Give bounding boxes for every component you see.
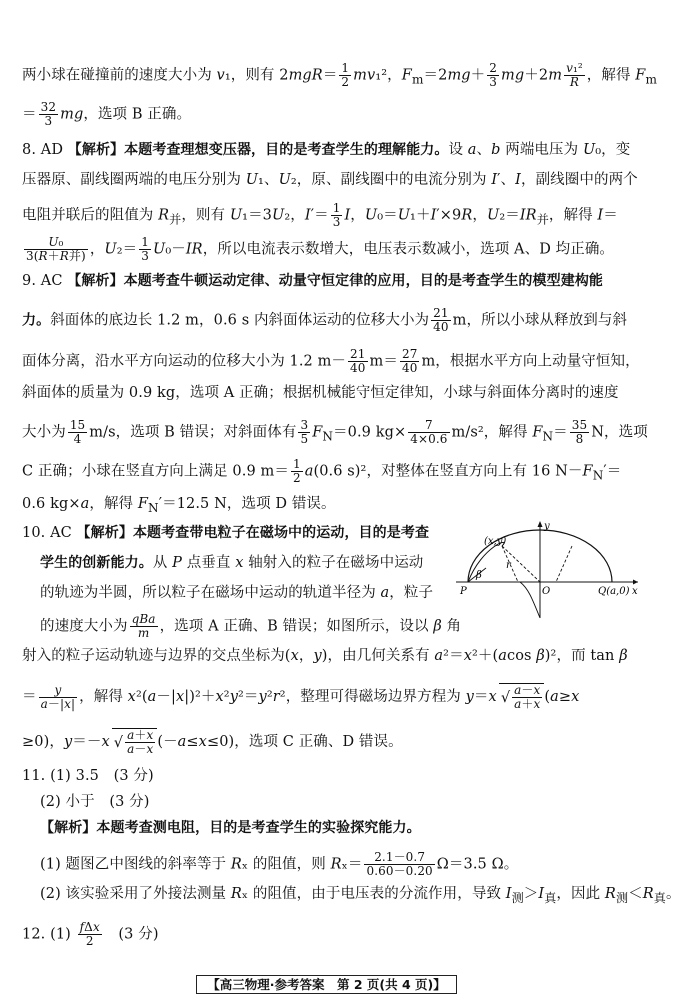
- boundary-line-right: [556, 546, 572, 582]
- text-line: (1) 题图乙中图线的斜率等于 Rₓ 的阻值，则 Rₓ＝ $\frac{2.1-0.7}{0.60-0.20}$ Ω＝3.5 Ω。: [40, 850, 519, 878]
- footer-text: 【高三物理·参考答案 第 2 页(共 4 页)】: [196, 975, 456, 994]
- text-line: (2) 小于 (3 分): [40, 794, 150, 810]
- answer-12-header: 12. (1) $\frac{\text{fΔx}}{2}$ (3 分): [22, 920, 159, 948]
- y-axis-arrow: [538, 521, 543, 527]
- answer-8-header: 8. AD 【解析】本题考查理想变压器，目的是考查学生的理解能力。设 a、b 两端电压为 U₀，变: [22, 142, 631, 158]
- trajectory-figure: [452, 518, 642, 620]
- text-line: 电阻并联后的阻值为 $R_并$，则有 U₁＝3U₂，I′＝ $\frac{1}{3}$ I，U₀＝U₁＋I′×9R，$U_2=IR_并$，解得 I＝: [22, 201, 618, 229]
- text-line: 的轨迹为半圆，所以粒子在磁场中运动的轨道半径为 a，粒子: [40, 585, 434, 601]
- text-line: $\frac{\text{U₀}}{\text{3(R＋R并)}}$ ，U₂＝ $\frac{1}{3}$ U₀－IR，所以电流表示数增大，电压表示数减小，选项 A、D 均正确。: [26, 235, 615, 263]
- text-line: 力。斜面体的底边长 1.2 m，0.6 s 内斜面体运动的位移大小为 $\frac{21}{40}$ m，所以小球从释放到与斜: [22, 306, 628, 334]
- text-line: 斜面体的质量为 0.9 kg，选项 A 正确；根据机械能守恒定律知，小球与斜面体分离时的速度: [22, 385, 619, 401]
- text-line: 压器原、副线圈两端的电压分别为 U₁、U₂，原、副线圈中的电流分别为 I′、I，副线圈中的两个: [22, 172, 638, 188]
- y-axis-label: y: [544, 521, 550, 532]
- text-line: 0.6 kg×a，解得 $F_N'=12.5$ N，选项 D 错误。: [22, 496, 336, 515]
- text-line: 大小为 $\frac{15}{4}$ m/s，选项 B 错误；对斜面体有 $\frac{3}{5}$ $F_N=0.9$ kg× $\frac{7}{4\times 0.6}$ m/s²，解得 $F_N=$ $\frac{35}{8}$ N，选项: [22, 418, 648, 446]
- answer-10-header: 10. AC 【解析】本题考查带电粒子在磁场中的运动，目的是考查: [22, 525, 430, 541]
- text-line: 的速度大小为 $\frac{\text{qBa}}{m}$ ，选项 A 正确、B 错误；如图所示，设以 β 角: [40, 612, 462, 640]
- point-p-label: P: [460, 586, 467, 597]
- text-line: 学生的创新能力。从 P 点垂直 x 轴射入的粒子在磁场中运动: [40, 555, 424, 571]
- text-line: ≥0)，y＝－x √ $\frac{a+x}{a-x}$ (－a≤x≤0)，选项 C 正确、D 错误。: [22, 728, 635, 756]
- text-line: ＝ $\frac{y}{a-|x|}$ ，解得 x²(a－|x|)²＋x²y²＝y²r²，整理可得磁场边界方程为 y＝x √ $\frac{a-x}{a+x}$ (a≥x: [22, 683, 635, 711]
- text-line: 【解析】本题考查测电阻，目的是考查学生的实验探究能力。: [40, 820, 421, 836]
- text-line: 射入的粒子运动轨迹与边界的交点坐标为(x，y)，由几何关系有 a²＝x²＋(acos β)²，而 tan β: [22, 648, 628, 664]
- answer-9-header: 9. AC 【解析】本题考查牛顿运动定律、动量守恒定律的应用，目的是考查学生的模型建构能: [22, 273, 604, 289]
- origin-label: O: [542, 586, 551, 597]
- page-footer: [0, 975, 653, 993]
- text-line: (2) 该实验采用了外接法测量 Rₓ 的阻值，由于电压表的分流作用，导致 $I_测>I_真$，因此 $R_测<R_真$。: [40, 886, 681, 905]
- x-axis-arrow: [633, 580, 638, 585]
- x-axis-label: x: [632, 586, 638, 597]
- point-q-label: Q(a,0): [598, 586, 630, 597]
- beta-label: β: [476, 570, 482, 581]
- text-line: C 正确；小球在竖直方向上满足 0.9 m＝ $\frac{1}{2}$ a(0.6 s)²，对整体在竖直方向上有 16 $N-F_N'=$: [22, 457, 622, 485]
- text-line: 两小球在碰撞前的速度大小为 v₁，则有 2mgR＝ $\frac{1}{2}$ mv₁²，$F_m=2mg+$ $\frac{2}{3}$ mg＋2m $\frac{\text{v₁²}}{R}$ ，解得 $F_m$: [22, 61, 658, 89]
- text-line: ＝ $\frac{32}{3}$ mg，选项 B 正确。: [22, 100, 192, 128]
- answer-11-header: 11. (1) 3.5 (3 分): [22, 768, 154, 784]
- point-xy-label: (x,y): [484, 536, 507, 547]
- radius-label: r: [506, 560, 511, 571]
- text-line: 面体分离，沿水平方向运动的位移大小为 1.2 m－ $\frac{21}{40}$ m＝ $\frac{27}{40}$ m，根据水平方向上动量守恒知，: [22, 347, 640, 375]
- boundary-curve-lower: [520, 582, 540, 618]
